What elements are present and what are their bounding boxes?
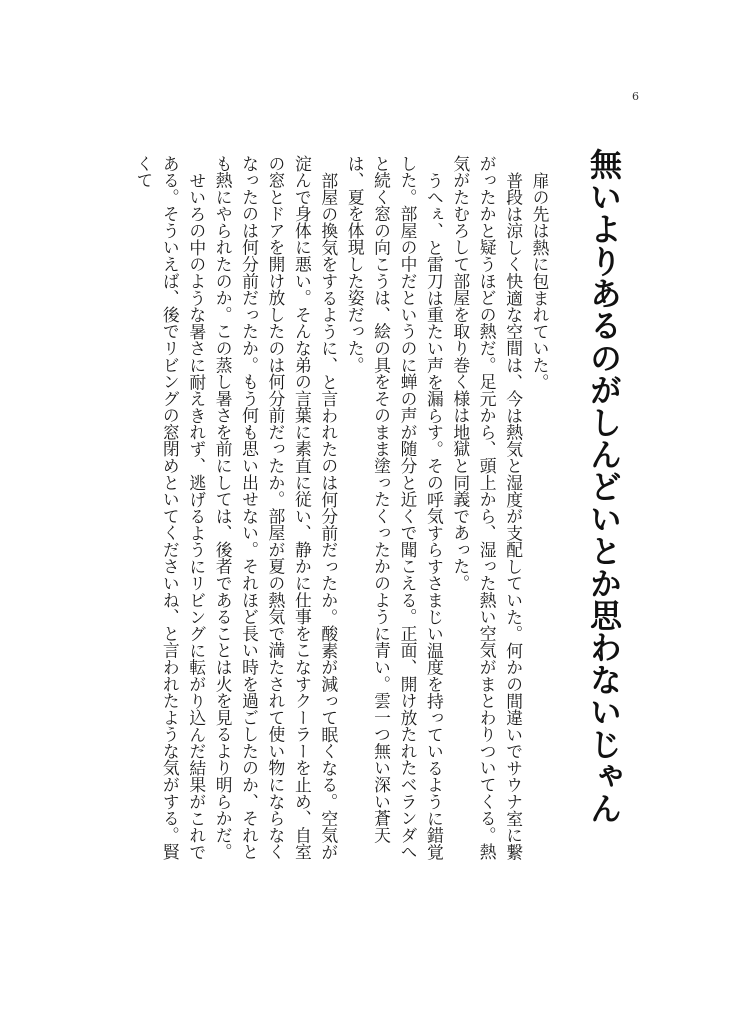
paragraph: せいろの中のような暑さに耐えきれず、逃げるようにリビングに転がり込んだ結果がこれである。そういえば、後でリビングの窓閉めといてくださいね、と言われたような気がする。賢くて (133, 155, 207, 861)
body-text (133, 155, 553, 875)
paragraph: うへぇ、と雷刀は重たい声を漏らす。その呼気すらすさまじい温度を持っているように錯覚した。部屋の中だというのに蝉の声が随分と近くで聞こえる。正面、開け放たれたベランダへと続く窓の向こうは、絵の具をそのまま塗ったくったかのように青い。雲一つ無い深い蒼天は、夏を体現した姿だった。 (345, 155, 445, 861)
paragraph: 普段は涼しく快適な空間は、今は熱気と湿度が支配していた。何かの間違いでサウナ室に繋がったかと疑うほどの熱だ。足元から、頭上から、湿った熱い空気がまとわりついてくる。熱気がたむろして部屋を取り巻く様は地獄と同義であった。 (450, 155, 524, 861)
page-number: 6 (632, 90, 639, 103)
chapter-title: 無いよりあるのがしんどいとか思わないじゃん (585, 148, 623, 825)
paragraph: 扉の先は熱に包まれていた。 (530, 171, 550, 391)
paragraph: 部屋の換気をするように、と言われたのは何分前だったか。酸素が減って眠くなる。空気が淀んで身体に悪い。そんな弟の言葉に素直に従い、静かに仕事をこなすクーラーを止め、自室の窓とドアを開け放したのは何分前だったか。部屋が夏の熱気で満たされて使い物にならなくなったのは何分前だったか。もう何も思い出せない。それほど長い時を過ごしたのか、それとも熱にやられたのか。この蒸し暑さを前にしては、後者であることは火を見るより明らかだ。 (213, 155, 339, 861)
